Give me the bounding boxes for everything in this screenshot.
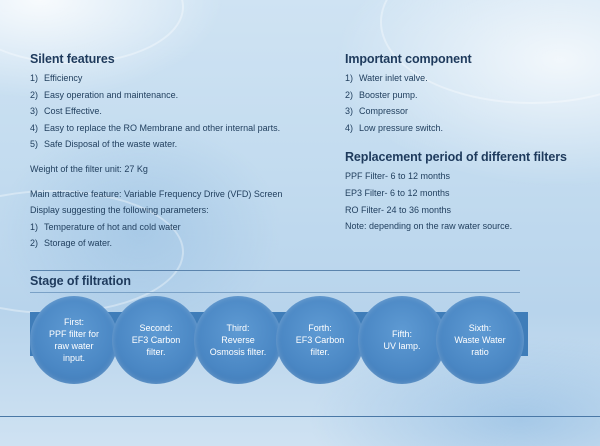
stage-label: First: PPF filter for raw water input. bbox=[48, 317, 99, 363]
section-divider bbox=[30, 292, 520, 293]
section-divider bbox=[30, 270, 520, 271]
bottom-divider bbox=[0, 416, 600, 417]
list-item: 4) Low pressure switch. bbox=[345, 122, 444, 133]
list-item: 1) Efficiency bbox=[30, 73, 83, 83]
important-component-heading: Important component bbox=[345, 52, 472, 66]
replacement-note: Note: depending on the raw water source. bbox=[345, 221, 513, 232]
list-item: 2) Booster pump. bbox=[345, 89, 418, 100]
stage-label: Forth: EF3 Carbon filter. bbox=[295, 323, 345, 357]
main-feature-text: Main attractive feature: Variable Frequency Drive (VFD) Screen bbox=[30, 188, 283, 199]
silent-features-list bbox=[30, 70, 330, 153]
important-component-list bbox=[345, 70, 600, 136]
stage-circle-first bbox=[30, 296, 118, 384]
stage-circle-sixth bbox=[436, 296, 524, 384]
stage-label: Fifth: UV lamp. bbox=[383, 329, 421, 351]
silent-features-heading: Silent features bbox=[30, 52, 115, 66]
stage-label: Third: Reverse Osmosis filter. bbox=[209, 323, 267, 357]
replacement-heading: Replacement period of different filters bbox=[345, 150, 567, 165]
stage-circle-third bbox=[194, 296, 282, 384]
weight-text: Weight of the filter unit: 27 Kg bbox=[30, 163, 148, 174]
stage-circle-fifth bbox=[358, 296, 446, 384]
list-item: 1) Temperature of hot and cold water bbox=[30, 221, 181, 232]
list-item: 3) Compressor bbox=[345, 106, 409, 117]
stage-label: Second: EF3 Carbon filter. bbox=[131, 323, 181, 357]
list-item: 3) Cost Effective. bbox=[30, 106, 102, 117]
right-column bbox=[345, 52, 600, 235]
main-feature-text: Display suggesting the following parameters: bbox=[30, 205, 209, 216]
list-item: 2) Easy operation and maintenance. bbox=[30, 89, 179, 100]
list-item: 2) Storage of water. bbox=[30, 238, 113, 249]
left-column bbox=[30, 52, 330, 252]
stage-label: Sixth: Waste Water ratio bbox=[454, 323, 506, 357]
list-item: 5) Safe Disposal of the waste water. bbox=[30, 139, 178, 150]
replacement-line: PPF Filter- 6 to 12 months bbox=[345, 171, 451, 182]
stage-circle-second bbox=[112, 296, 200, 384]
replacement-line: RO Filter- 24 to 36 months bbox=[345, 204, 452, 215]
list-item: 4) Easy to replace the RO Membrane and other internal parts. bbox=[30, 122, 281, 133]
list-item: 1) Water inlet valve. bbox=[345, 73, 428, 83]
stage-circle-forth bbox=[276, 296, 364, 384]
parameters-list bbox=[30, 219, 330, 252]
replacement-line: EP3 Filter- 6 to 12 months bbox=[345, 187, 450, 198]
stage-of-filtration-heading: Stage of filtration bbox=[30, 274, 131, 288]
